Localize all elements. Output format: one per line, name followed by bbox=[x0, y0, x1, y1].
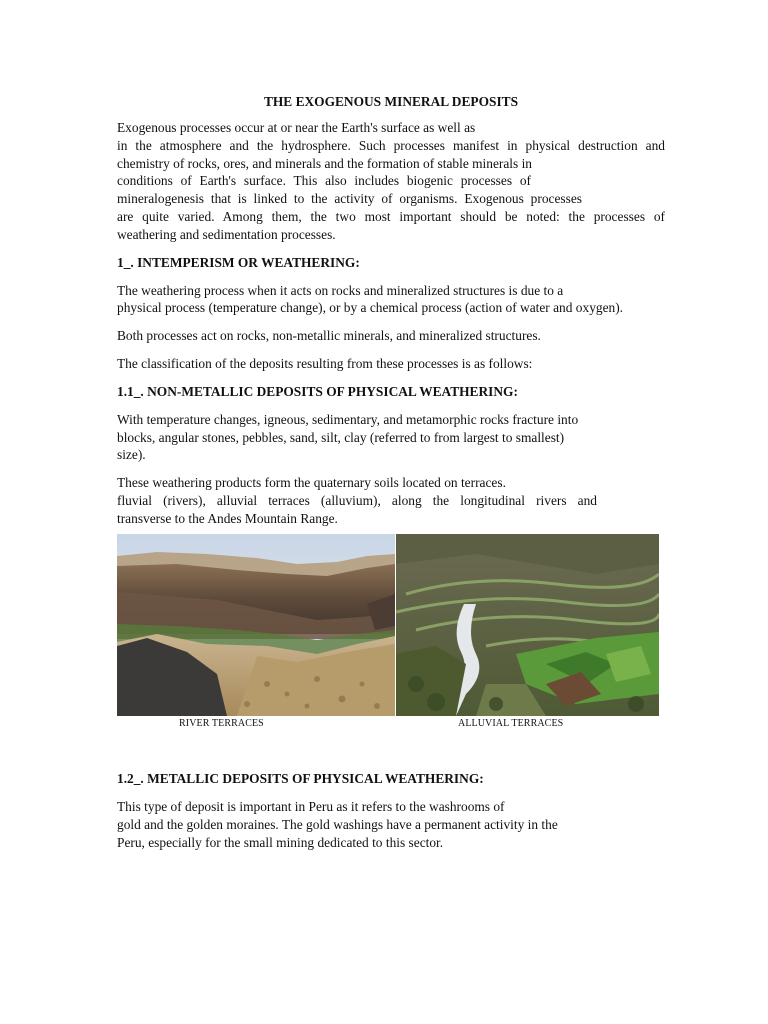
paragraph-line: Both processes act on rocks, non-metallic minerals, and mineralized structures. bbox=[117, 328, 541, 344]
intro-line: weathering and sedimentation processes. bbox=[117, 226, 336, 242]
intro-line: in the atmosphere and the hydrosphere. Such processes manifest in physical destruction and bbox=[117, 137, 665, 153]
document-body bbox=[117, 93, 665, 538]
paragraph-line: blocks, angular stones, pebbles, sand, silt, clay (referred to from largest to smallest) bbox=[117, 429, 565, 445]
paragraph-line: physical process (temperature change), or by a chemical process (action of water and oxygen). bbox=[117, 300, 624, 316]
paragraph-line: Peru, especially for the small mining dedicated to this sector. bbox=[117, 834, 444, 850]
river-terraces-caption: RIVER TERRACES bbox=[179, 718, 264, 729]
paragraph-line: The classification of the deposits resulting from these processes is as follows: bbox=[117, 355, 533, 371]
section-1-2 bbox=[117, 768, 665, 861]
paragraph-line: size). bbox=[117, 447, 146, 463]
intro-line: chemistry of rocks, ores, and minerals and the formation of stable minerals in bbox=[117, 155, 532, 171]
alluvial-terraces-caption: ALLUVIAL TERRACES bbox=[458, 718, 564, 729]
river-terraces-photo bbox=[117, 534, 395, 716]
intro-line: Exogenous processes occur at or near the Earth's surface as well as bbox=[117, 120, 476, 135]
section11-paragraph-1 bbox=[117, 411, 665, 464]
section-heading-1-1: 1.1_. NON-METALLIC DEPOSITS OF PHYSICAL WEATHERING: bbox=[117, 383, 518, 399]
paragraph-line: The weathering process when it acts on rocks and mineralized structures is due to a bbox=[117, 282, 564, 298]
section1-paragraph-2 bbox=[117, 327, 665, 345]
paragraph-line: These weathering products form the quaternary soils located on terraces. bbox=[117, 475, 506, 491]
section11-paragraph-2 bbox=[117, 474, 665, 527]
paragraph-line: This type of deposit is important in Peru as it refers to the washrooms of bbox=[117, 799, 505, 814]
paragraph-line: transverse to the Andes Mountain Range. bbox=[117, 510, 338, 526]
terraces-figure bbox=[117, 534, 659, 734]
document-title: THE EXOGENOUS MINERAL DEPOSITS bbox=[263, 94, 519, 109]
section-heading-1: 1_. INTEMPERISM OR WEATHERING: bbox=[117, 254, 360, 270]
section1-paragraph-1 bbox=[117, 282, 665, 318]
section-heading-1-2: 1.2_. METALLIC DEPOSITS OF PHYSICAL WEATHERING: bbox=[117, 771, 484, 786]
paragraph-line: With temperature changes, igneous, sedimentary, and metamorphic rocks fracture into bbox=[117, 411, 579, 427]
intro-line: mineralogenesis that is linked to the activity of organisms. Exogenous processes bbox=[117, 191, 582, 207]
section12-paragraph-1 bbox=[117, 798, 665, 851]
section1-paragraph-3 bbox=[117, 355, 665, 373]
intro-line: conditions of Earth's surface. This also includes biogenic processes of bbox=[117, 173, 531, 189]
alluvial-terraces-photo bbox=[396, 534, 659, 716]
paragraph-line: fluvial (rivers), alluvial terraces (alluvium), along the longitudinal rivers and bbox=[117, 492, 597, 508]
intro-paragraph bbox=[117, 119, 665, 244]
paragraph-line: gold and the golden moraines. The gold washings have a permanent activity in the bbox=[117, 816, 558, 832]
intro-line: are quite varied. Among them, the two most important should be noted: the processes of bbox=[117, 208, 665, 224]
